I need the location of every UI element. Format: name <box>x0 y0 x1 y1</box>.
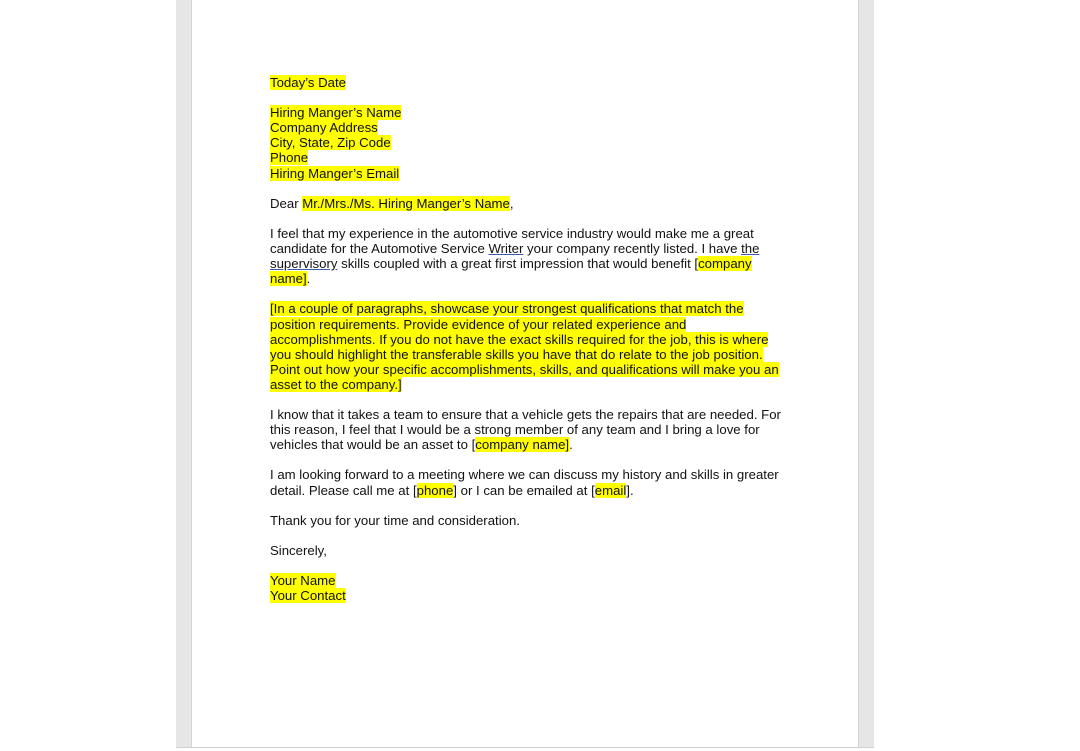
placeholder-line: position requirements. Provide evidence of your related experience and <box>270 316 687 332</box>
text-run: . <box>306 271 311 287</box>
thanks-text: Thank you for your time and consideration. <box>270 512 520 528</box>
closing-text: Sincerely, <box>270 542 327 558</box>
email-placeholder: email <box>594 482 627 498</box>
paragraph-qualifications <box>270 301 790 392</box>
recipient-company-address: Company Address <box>270 120 378 136</box>
thanks-line <box>270 513 790 528</box>
paragraph-line: I feel that my experience in the automotive service industry would make me a great <box>270 225 754 241</box>
grammar-flag-writer: Writer <box>488 241 524 257</box>
salutation <box>270 196 790 211</box>
placeholder-line: asset to the company.] <box>270 376 402 392</box>
letter-body <box>270 75 790 618</box>
grammar-flag-the: the <box>741 241 760 257</box>
document-page[interactable] <box>191 0 859 747</box>
paragraph-contact <box>270 467 790 497</box>
recipient-city-state-zip: City, State, Zip Code <box>270 135 391 151</box>
salutation-name: Mr./Mrs./Ms. Hiring Manger’s Name <box>302 195 510 211</box>
placeholder-line: Point out how your specific accomplishments, skills, and qualifications will make you an <box>270 361 779 377</box>
signature-block <box>270 573 790 603</box>
recipient-name: Hiring Manger’s Name <box>270 105 402 121</box>
text-run: your company recently listed. I have <box>523 241 742 257</box>
paragraph-line: I know that it takes a team to ensure that a vehicle gets the repairs that are needed. For <box>270 407 781 423</box>
paragraph-line: I am looking forward to a meeting where we can discuss my history and skills in greater <box>270 467 779 483</box>
placeholder-line: accomplishments. If you do not have the exact skills required for the job, this is where <box>270 331 769 347</box>
grammar-flag-supervisory: supervisory <box>270 256 338 272</box>
signature-name: Your Name <box>270 573 336 589</box>
paragraph-line: this reason, I feel that I would be a strong member of any team and I bring a love for <box>270 422 760 438</box>
text-run: detail. Please call me at [ <box>270 482 417 498</box>
date-placeholder: Today’s Date <box>270 75 346 90</box>
text-run: ]. <box>626 482 634 498</box>
salutation-prefix: Dear <box>270 195 303 211</box>
company-placeholder-cont: name] <box>270 271 307 287</box>
salutation-comma: , <box>509 195 514 211</box>
document-viewer[interactable] <box>176 0 874 748</box>
closing <box>270 543 790 558</box>
phone-placeholder: phone <box>416 482 454 498</box>
text-run: ] or I can be emailed at [ <box>453 482 595 498</box>
text-run: vehicles that would be an asset to [ <box>270 437 476 453</box>
recipient-email: Hiring Manger’s Email <box>270 165 400 181</box>
recipient-phone: Phone <box>270 150 309 166</box>
text-run: candidate for the Automotive Service <box>270 241 489 257</box>
paragraph-intro <box>270 226 790 286</box>
text-run: . <box>569 437 573 453</box>
placeholder-line: [In a couple of paragraphs, showcase your strongest qualifications that match the <box>270 301 744 317</box>
text-run: skills coupled with a great first impression that would benefit [ <box>337 256 699 272</box>
placeholder-line: you should highlight the transferable skills you have that do relate to the job position. <box>270 346 763 362</box>
company-name-placeholder: company name] <box>475 437 570 453</box>
paragraph-team <box>270 407 790 452</box>
signature-contact: Your Contact <box>270 588 346 604</box>
recipient-block <box>270 105 790 180</box>
date-block <box>270 75 790 90</box>
company-placeholder: company <box>698 256 752 272</box>
